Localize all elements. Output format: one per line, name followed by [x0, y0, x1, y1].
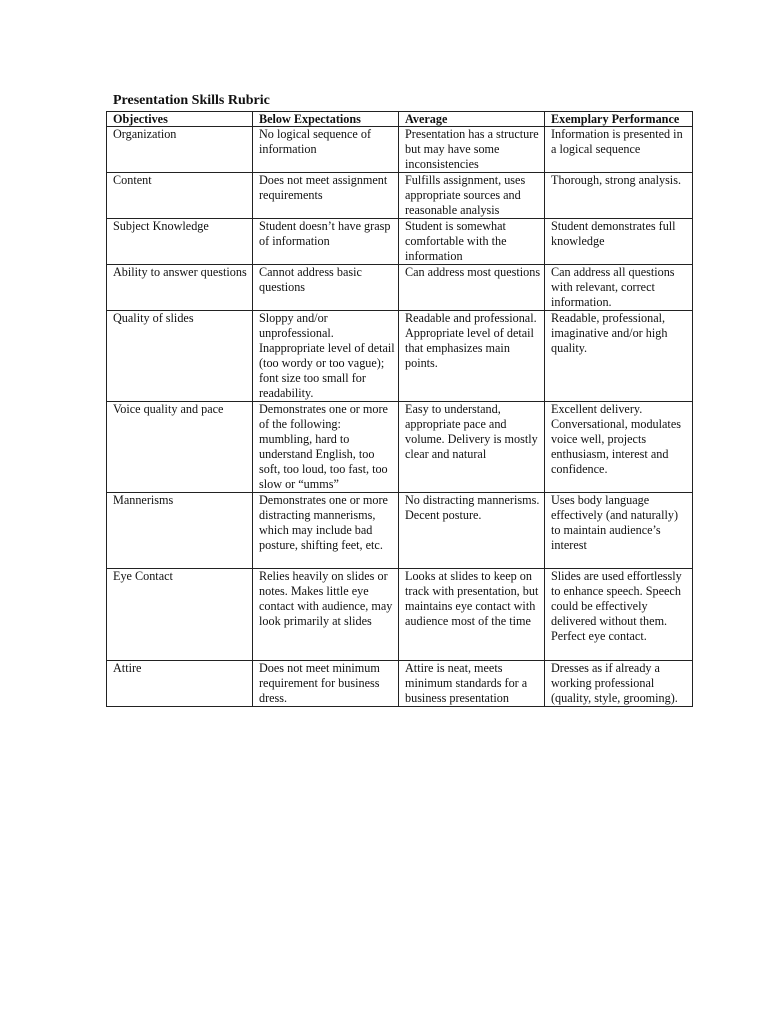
exemplary-cell: Readable, professional, imaginative and/or high quality. — [545, 311, 693, 402]
average-cell: No distracting mannerisms. Decent posture. — [399, 493, 545, 569]
table-row — [107, 127, 693, 173]
objective-cell: Attire — [107, 661, 253, 707]
below-expectations-cell: Relies heavily on slides or notes. Makes little eye contact with audience, may look primarily at slides — [253, 569, 399, 661]
below-expectations-cell: Does not meet minimum requirement for business dress. — [253, 661, 399, 707]
table-header-row — [107, 112, 693, 127]
below-expectations-cell: Demonstrates one or more distracting mannerisms, which may include bad posture, shifting feet, etc. — [253, 493, 399, 569]
rubric-table — [106, 111, 693, 707]
exemplary-cell: Slides are used effortlessly to enhance speech. Speech could be effectively delivered without them. Perfect eye contact. — [545, 569, 693, 661]
exemplary-cell: Can address all questions with relevant, correct information. — [545, 265, 693, 311]
below-expectations-cell: Demonstrates one or more of the following: mumbling, hard to understand English, too soft, too loud, too fast, too slow or “umms” — [253, 402, 399, 493]
document-title: Presentation Skills Rubric — [113, 93, 270, 108]
average-cell: Easy to understand, appropriate pace and volume. Delivery is mostly clear and natural — [399, 402, 545, 493]
objective-cell: Mannerisms — [107, 493, 253, 569]
average-cell: Can address most questions — [399, 265, 545, 311]
objective-cell: Voice quality and pace — [107, 402, 253, 493]
exemplary-cell: Thorough, strong analysis. — [545, 173, 693, 219]
objective-cell: Organization — [107, 127, 253, 173]
header-objectives: Objectives — [107, 112, 253, 127]
objective-cell: Eye Contact — [107, 569, 253, 661]
below-expectations-cell: Student doesn’t have grasp of information — [253, 219, 399, 265]
table-row — [107, 402, 693, 493]
table-row — [107, 661, 693, 707]
objective-cell: Content — [107, 173, 253, 219]
exemplary-cell: Excellent delivery. Conversational, modulates voice well, projects enthusiasm, interest and confidence. — [545, 402, 693, 493]
table-row — [107, 219, 693, 265]
exemplary-cell: Dresses as if already a working professional (quality, style, grooming). — [545, 661, 693, 707]
average-cell: Readable and professional. Appropriate level of detail that emphasizes main points. — [399, 311, 545, 402]
average-cell: Presentation has a structure but may have some inconsistencies — [399, 127, 545, 173]
table-row — [107, 265, 693, 311]
exemplary-cell: Student demonstrates full knowledge — [545, 219, 693, 265]
objective-cell: Quality of slides — [107, 311, 253, 402]
header-exemplary-performance: Exemplary Performance — [545, 112, 693, 127]
header-below-expectations: Below Expectations — [253, 112, 399, 127]
objective-cell: Subject Knowledge — [107, 219, 253, 265]
average-cell: Looks at slides to keep on track with presentation, but maintains eye contact with audience most of the time — [399, 569, 545, 661]
below-expectations-cell: Sloppy and/or unprofessional. Inappropriate level of detail (too wordy or too vague); font size too small for readability. — [253, 311, 399, 402]
objective-cell: Ability to answer questions — [107, 265, 253, 311]
table-row — [107, 493, 693, 569]
average-cell: Student is somewhat comfortable with the information — [399, 219, 545, 265]
below-expectations-cell: Does not meet assignment requirements — [253, 173, 399, 219]
average-cell: Fulfills assignment, uses appropriate sources and reasonable analysis — [399, 173, 545, 219]
table-row — [107, 173, 693, 219]
below-expectations-cell: Cannot address basic questions — [253, 265, 399, 311]
exemplary-cell: Uses body language effectively (and naturally) to maintain audience’s interest — [545, 493, 693, 569]
below-expectations-cell: No logical sequence of information — [253, 127, 399, 173]
exemplary-cell: Information is presented in a logical sequence — [545, 127, 693, 173]
table-row — [107, 311, 693, 402]
table-row — [107, 569, 693, 661]
header-average: Average — [399, 112, 545, 127]
average-cell: Attire is neat, meets minimum standards for a business presentation — [399, 661, 545, 707]
